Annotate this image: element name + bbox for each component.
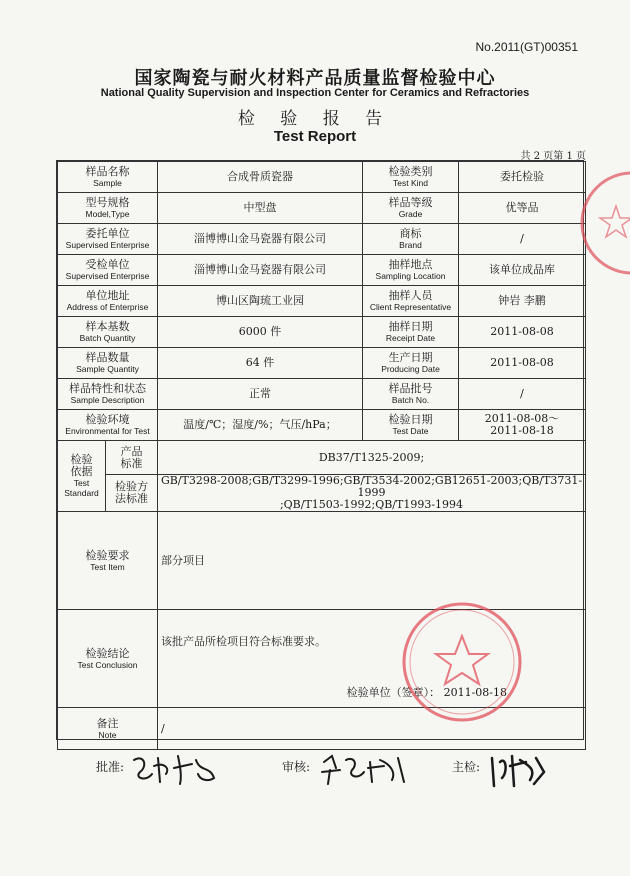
test-item-row [58, 512, 586, 610]
method-standard-cn-2: 法标准 [115, 492, 148, 505]
page-count: 共 2 页第 1 页 [520, 151, 586, 162]
info-value-2-cell [459, 255, 586, 286]
signature-row [0, 752, 630, 792]
test-item-cn: 检验要求 [85, 548, 130, 562]
examiner-signature-icon [486, 752, 550, 790]
info-value-1: 博山区陶琉工业园 [158, 286, 363, 317]
note-label [58, 708, 158, 750]
test-standard-cn-2: 依据 [70, 465, 93, 478]
info-value-2-cell [459, 348, 586, 379]
info-label-1-cn: 委托单位 [85, 227, 130, 240]
info-value-1: 温度/℃；湿度/%；气压/hPa； [158, 410, 363, 441]
info-label-2-en: Grade [398, 209, 423, 219]
info-label-2-cn: 抽样人员 [388, 289, 433, 302]
info-label-1-cn: 型号规格 [85, 196, 130, 209]
info-label-2-cn: 生产日期 [388, 351, 433, 364]
info-value-2: 委托检验 [500, 170, 544, 183]
info-value-2-cell [459, 193, 586, 224]
info-row [58, 162, 586, 193]
info-row [58, 410, 586, 441]
method-standard-value [158, 475, 586, 512]
info-label-2 [363, 255, 459, 286]
info-value-2-cell [459, 379, 586, 410]
reviewer-label: 审核: [282, 760, 311, 774]
info-label-1-cn: 样本基数 [85, 320, 130, 333]
info-row [58, 379, 586, 410]
info-label-2-en: Receipt Date [385, 333, 436, 343]
info-label-2-cn: 商标 [399, 227, 422, 240]
info-row [58, 286, 586, 317]
info-label-2 [363, 379, 459, 410]
product-standard-value: DB37/T1325-2009; [158, 441, 586, 475]
info-value-1: 淄博博山金马瓷器有限公司 [158, 255, 363, 286]
info-label-2 [363, 410, 459, 441]
seal-line [347, 687, 507, 699]
note-value: / [158, 708, 586, 750]
product-standard-cn-1: 产品 [120, 444, 143, 458]
test-standard-en-1: Test [73, 478, 90, 488]
info-label-2-cn: 检验类别 [388, 165, 433, 178]
report-title-en: Test Report [273, 128, 357, 145]
info-value-1: 6000 件 [158, 317, 363, 348]
conclusion-label [58, 610, 158, 708]
info-label-1-cn: 单位地址 [85, 289, 130, 302]
conclusion-row [58, 610, 586, 708]
info-label-1-en: Supervised Enterprise [65, 240, 150, 250]
info-label-2-en: Brand [399, 240, 422, 250]
info-label-2 [363, 193, 459, 224]
info-value-1: 合成骨质瓷器 [158, 162, 363, 193]
examiner-label: 主检: [452, 760, 481, 774]
info-label-2 [363, 317, 459, 348]
info-row [58, 255, 586, 286]
info-label-2-en: Test Date [392, 426, 429, 436]
info-label-1-en: Sample Quantity [76, 364, 139, 374]
info-value-2: 2011-08-08 [490, 356, 554, 369]
info-label-1 [58, 255, 158, 286]
info-label-1 [58, 162, 158, 193]
info-label-2 [363, 286, 459, 317]
seal-date: 2011-08-18 [443, 686, 507, 699]
conclusion-cn: 检验结论 [85, 646, 130, 660]
method-standard-line-2: ;QB/T1503-1992;QB/T1993-1994 [279, 498, 464, 511]
product-standard-row [58, 441, 586, 475]
test-item-label [58, 512, 158, 610]
info-label-1-en: Batch Quantity [79, 333, 136, 343]
info-label-2-en: Producing Date [381, 364, 440, 374]
info-label-2-en: Client Representative [369, 302, 452, 312]
info-label-1-cn: 样品名称 [85, 165, 130, 178]
test-standard-label [58, 441, 106, 512]
info-value-2-cell [459, 317, 586, 348]
info-value-2: / [520, 232, 524, 245]
info-value-2: 优等品 [505, 201, 539, 214]
info-value-2: / [520, 387, 524, 400]
info-label-2-en: Sampling Location [375, 271, 446, 281]
info-value-1: 淄博博山金马瓷器有限公司 [158, 224, 363, 255]
report-number: No.2011(GT)00351 [475, 40, 578, 54]
info-value-2-cell [459, 410, 586, 441]
conclusion-en: Test Conclusion [77, 659, 138, 670]
info-row [58, 348, 586, 379]
info-label-1 [58, 193, 158, 224]
info-label-1-cn: 受检单位 [85, 258, 130, 271]
test-standard-cn-1: 检验 [70, 453, 93, 466]
info-label-1-en: Sample Description [70, 395, 145, 405]
info-label-2-en: Batch No. [391, 395, 430, 405]
note-en: Note [98, 729, 117, 740]
info-row [58, 317, 586, 348]
info-value-2: 该单位成品库 [489, 263, 555, 276]
info-label-1-cn: 样品数量 [85, 351, 130, 364]
product-standard-label [106, 441, 158, 475]
info-value-2b: 2011-08-18 [490, 424, 554, 437]
info-label-1 [58, 379, 158, 410]
approver-label: 批准: [96, 760, 125, 774]
info-label-1-cn: 检验环境 [85, 413, 130, 426]
info-label-2-cn: 样品等级 [388, 196, 433, 209]
info-label-1 [58, 286, 158, 317]
note-row [58, 708, 586, 750]
test-item-value: 部分项目 [158, 512, 586, 610]
info-label-2-cn: 检验日期 [388, 413, 433, 426]
report-table [56, 160, 584, 740]
info-value-2-cell [459, 286, 586, 317]
reviewer-signature-icon [318, 752, 410, 788]
info-label-2-cn: 抽样日期 [388, 320, 433, 333]
info-label-1 [58, 224, 158, 255]
info-value-2-cell [459, 162, 586, 193]
info-label-2-cn: 样品批号 [388, 382, 433, 395]
seal-label: 检验单位（签章）： [346, 686, 441, 699]
info-label-2 [363, 348, 459, 379]
method-standard-line-1: GB/T3298-2008;GB/T3299-1996;GB/T3534-2002;GB12651-2003;QB/T3731-1999 [160, 474, 583, 499]
info-value-2: 2011-08-08 [490, 325, 554, 338]
method-standard-label [106, 475, 158, 512]
info-label-1-en: Address of Enterprise [66, 302, 149, 312]
note-cn: 备注 [96, 716, 119, 730]
info-label-1 [58, 348, 158, 379]
info-value-2-cell [459, 224, 586, 255]
info-label-1-en: Supervised Enterprise [65, 271, 150, 281]
conclusion-value: 该批产品所检项目符合标准要求。 [161, 635, 326, 648]
info-value-1: 中型盘 [158, 193, 363, 224]
info-label-2 [363, 224, 459, 255]
info-value-2a: 2011-08-08～ [484, 412, 560, 425]
info-label-1-cn: 样品特性和状态 [69, 382, 146, 395]
info-row [58, 224, 586, 255]
approver-signature-icon [130, 752, 220, 788]
report-title-cn: 检 验 报 告 [237, 109, 393, 129]
info-value-2: 钟岩 李鹏 [498, 294, 546, 307]
info-label-2-en: Test Kind [393, 178, 428, 188]
product-standard-cn-2: 标准 [120, 456, 143, 470]
org-title-cn: 国家陶瓷与耐火材料产品质量监督检验中心 [134, 68, 496, 89]
info-label-1-en: Model,Type [85, 209, 130, 219]
info-label-2 [363, 162, 459, 193]
info-label-1-en: Sample [93, 178, 122, 188]
method-standard-cn-1: 检验方 [115, 480, 148, 493]
info-value-1: 正常 [158, 379, 363, 410]
info-label-1 [58, 317, 158, 348]
method-standard-row [58, 475, 586, 512]
test-standard-en-2: Standard [64, 488, 99, 498]
org-title-en: National Quality Supervision and Inspection Center for Ceramics and Refractories [100, 87, 530, 99]
conclusion-value-cell [158, 610, 586, 708]
info-label-1 [58, 410, 158, 441]
info-label-1-en: Environmental for Test [65, 426, 150, 436]
info-row [58, 193, 586, 224]
test-item-en: Test Item [90, 561, 125, 572]
info-label-2-cn: 抽样地点 [388, 258, 433, 271]
info-value-1: 64 件 [158, 348, 363, 379]
